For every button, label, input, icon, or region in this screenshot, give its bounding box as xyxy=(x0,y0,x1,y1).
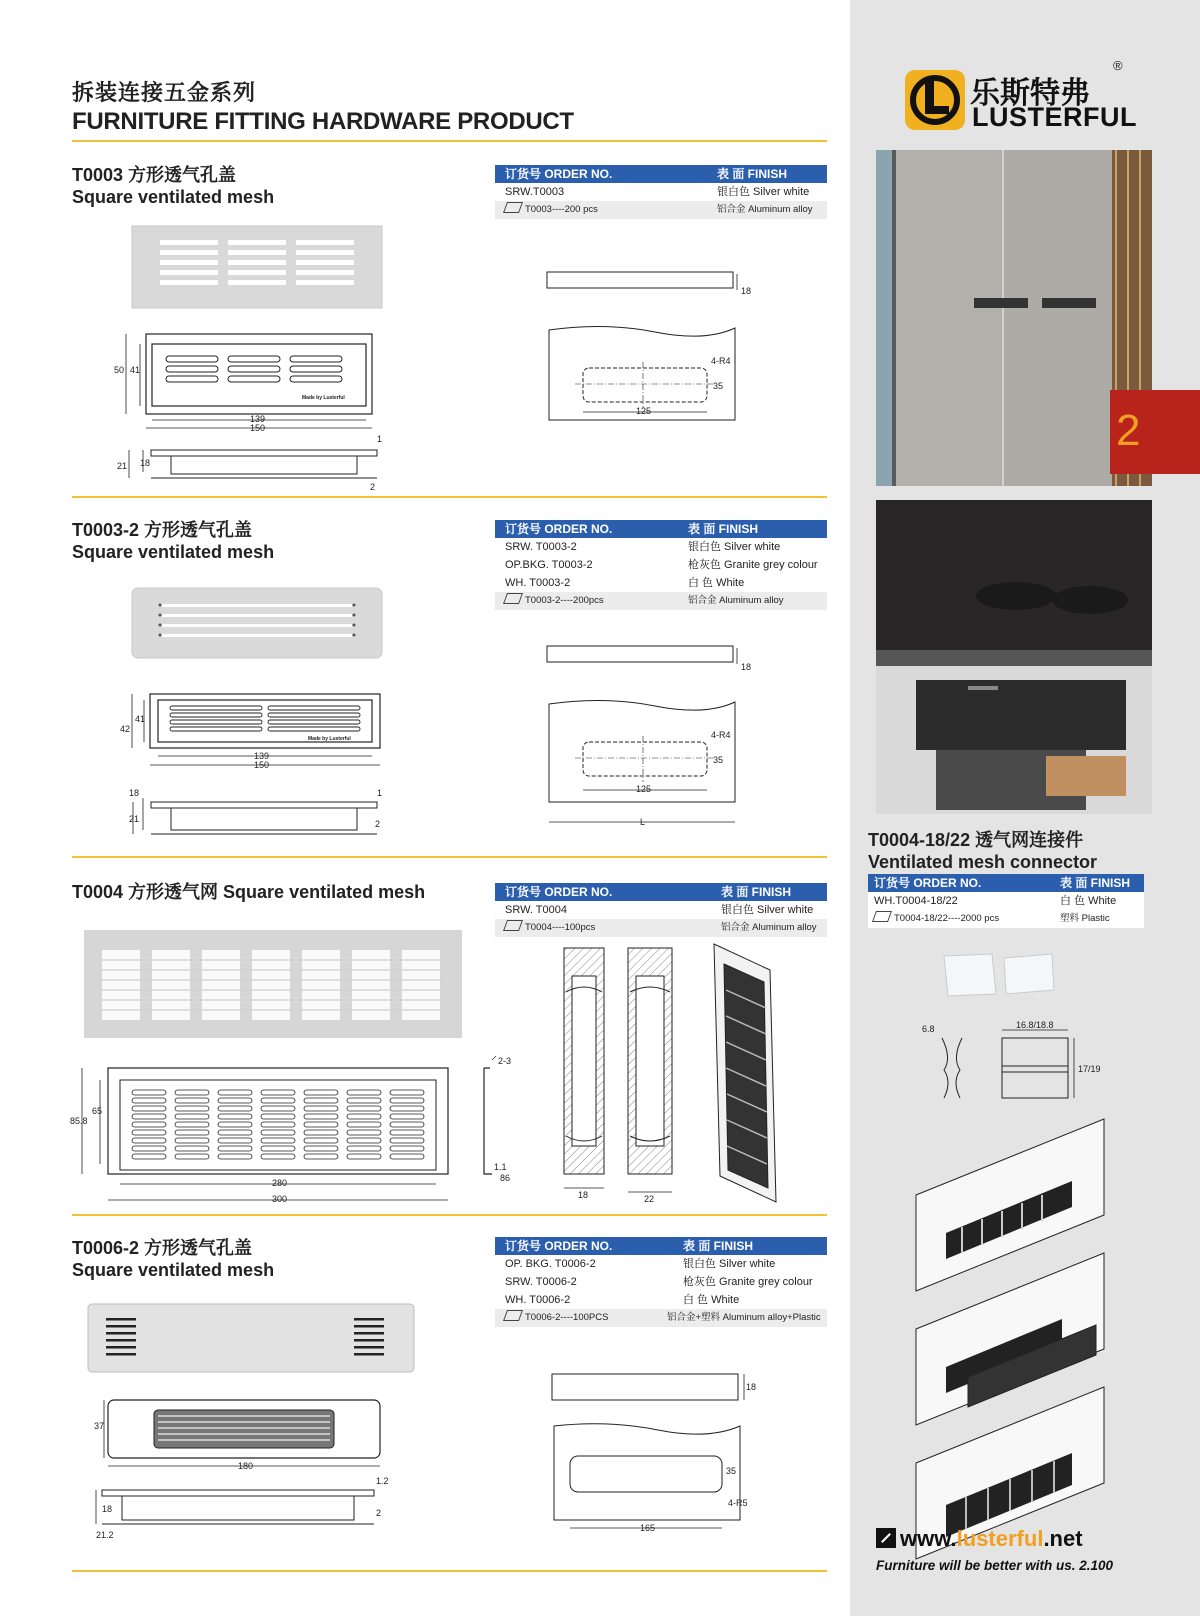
page-number: 2 xyxy=(1116,406,1141,455)
svg-text:85.8: 85.8 xyxy=(70,1116,88,1126)
vent-slot xyxy=(347,1122,381,1127)
vent-slot xyxy=(261,1154,295,1159)
svg-text:18: 18 xyxy=(746,1382,757,1392)
svg-text:86: 86 xyxy=(500,1173,511,1183)
svg-text:150: 150 xyxy=(250,423,266,433)
svg-text:35: 35 xyxy=(713,381,724,391)
section-t0006-2-title xyxy=(72,1237,274,1281)
section-rule xyxy=(72,856,827,858)
drawing-t0003-section xyxy=(545,268,765,428)
order-table-t0003-2 xyxy=(495,520,827,610)
package-icon xyxy=(503,920,523,931)
svg-text:1: 1 xyxy=(377,788,383,798)
connector-photo xyxy=(940,950,1060,1000)
svg-text:125: 125 xyxy=(636,784,652,794)
product-photo-t0004 xyxy=(84,930,464,1038)
svg-text:18: 18 xyxy=(578,1190,589,1200)
vent-slot xyxy=(175,1122,209,1127)
lusterful-logo-icon xyxy=(905,70,969,134)
vent-slot xyxy=(261,1130,295,1135)
slogan: Furniture will be better with us. 2.100 xyxy=(876,1558,1114,1573)
svg-text:21: 21 xyxy=(129,814,140,824)
arrow-link-icon xyxy=(876,1528,896,1548)
package-icon xyxy=(503,202,523,213)
vent-slot xyxy=(390,1138,424,1143)
vent-slot xyxy=(218,1106,252,1111)
svg-text:22: 22 xyxy=(644,1194,655,1204)
page-number-badge xyxy=(1110,390,1200,474)
connector-title xyxy=(868,829,1097,873)
svg-text:180: 180 xyxy=(238,1461,254,1471)
vent-slot xyxy=(175,1114,209,1119)
table-row-pack: T0003----200 pcs 铝合金 Aluminum alloy xyxy=(495,201,827,219)
header-rule xyxy=(72,140,827,142)
svg-text:16.8/18.8: 16.8/18.8 xyxy=(1016,1020,1054,1030)
vent-slot xyxy=(132,1106,166,1111)
section-title-en: Square ventilated mesh xyxy=(72,187,275,207)
vent-slot xyxy=(132,1090,166,1095)
order-table-t0003 xyxy=(495,165,827,219)
vent-slot xyxy=(218,1146,252,1151)
table-header: 订货号 ORDER NO. 表 面 FINISH xyxy=(868,874,1144,892)
svg-text:1.2: 1.2 xyxy=(376,1476,389,1486)
vent-slot xyxy=(347,1114,381,1119)
vent-slot xyxy=(347,1098,381,1103)
svg-text:50: 50 xyxy=(114,365,125,375)
table-header: 订货号 ORDER NO. 表 面 FINISH xyxy=(495,520,827,538)
vent-slot xyxy=(347,1146,381,1151)
drawing-t0003-front xyxy=(110,330,390,440)
vent-slot xyxy=(304,1138,338,1143)
section-t0003-2-title xyxy=(72,519,274,563)
vent-slot xyxy=(261,1146,295,1151)
svg-text:42: 42 xyxy=(120,724,131,734)
svg-text:18: 18 xyxy=(741,286,752,296)
vent-slot xyxy=(347,1130,381,1135)
vent-slot xyxy=(347,1154,381,1159)
table-row-pack: T0004----100pcs 铝合金 Aluminum alloy xyxy=(495,919,827,937)
vent-slot xyxy=(304,1098,338,1103)
vent-slot xyxy=(218,1122,252,1127)
svg-text:37: 37 xyxy=(94,1421,105,1431)
vent-slot xyxy=(218,1130,252,1135)
drawing-t0003-2-side xyxy=(115,788,385,848)
svg-text:165: 165 xyxy=(640,1523,656,1533)
drawing-t0004-3d xyxy=(710,940,790,1210)
svg-text:41: 41 xyxy=(130,365,141,375)
svg-text:300: 300 xyxy=(272,1194,288,1204)
svg-text:18: 18 xyxy=(140,458,151,468)
section-title-cn: T0003-2 方形透气孔盖 xyxy=(72,520,253,540)
vent-slot xyxy=(132,1098,166,1103)
table-row: WH. T0006-2 白 色 White xyxy=(505,1294,740,1306)
vent-slot xyxy=(390,1106,424,1111)
table-row: OP.BKG. T0003-2 枪灰色 Granite grey colour xyxy=(505,559,818,571)
drawing-t0006-2-section xyxy=(548,1370,778,1540)
svg-text:6.8: 6.8 xyxy=(922,1024,935,1034)
svg-text:Made by Lusterful: Made by Lusterful xyxy=(308,736,351,742)
vent-slot xyxy=(218,1114,252,1119)
table-row: SRW.T0003 银白色 Silver white xyxy=(505,186,810,198)
vent-slot xyxy=(218,1090,252,1095)
svg-text:18: 18 xyxy=(102,1504,113,1514)
table-row: WH. T0003-2 白 色 White xyxy=(505,577,745,589)
table-header: 订货号 ORDER NO. 表 面 FINISH xyxy=(495,1237,827,1255)
svg-text:21: 21 xyxy=(117,461,128,471)
vent-slot xyxy=(390,1146,424,1151)
vent-slot xyxy=(304,1122,338,1127)
svg-text:L: L xyxy=(640,817,646,827)
table-row: SRW. T0003-2 银白色 Silver white xyxy=(505,541,781,553)
vent-slot xyxy=(261,1098,295,1103)
vent-slot xyxy=(390,1090,424,1095)
vent-slot xyxy=(304,1154,338,1159)
vent-slot xyxy=(304,1106,338,1111)
vent-slot xyxy=(132,1122,166,1127)
svg-text:125: 125 xyxy=(636,406,652,416)
table-row: WH.T0004-18/22 白 色 White xyxy=(868,892,1144,910)
svg-text:35: 35 xyxy=(713,755,724,765)
svg-text:1.1: 1.1 xyxy=(494,1162,507,1172)
svg-text:2: 2 xyxy=(376,1508,382,1518)
svg-text:18: 18 xyxy=(129,788,140,798)
drawing-t0006-2-front xyxy=(80,1396,400,1480)
order-table-connector xyxy=(868,874,1144,928)
vent-slot xyxy=(261,1114,295,1119)
vent-slot xyxy=(347,1106,381,1111)
order-table-t0004 xyxy=(495,883,827,937)
vent-slot xyxy=(132,1154,166,1159)
package-icon xyxy=(503,593,523,604)
registered-mark: ® xyxy=(1113,58,1123,73)
table-row-pack: T0003-2----200pcs 铝合金 Aluminum alloy xyxy=(495,592,827,610)
vent-slot xyxy=(304,1130,338,1135)
vent-slot xyxy=(347,1138,381,1143)
section-rule xyxy=(72,1214,827,1216)
vent-slot xyxy=(132,1138,166,1143)
package-icon xyxy=(872,911,892,922)
connector-title-cn: T0004-18/22 透气网连接件 xyxy=(868,830,1084,850)
order-table-t0006-2 xyxy=(495,1237,827,1327)
kitchen-drawer-photo xyxy=(876,500,1154,814)
svg-text:2: 2 xyxy=(370,482,376,492)
section-t0003-title xyxy=(72,164,274,208)
svg-text:21.2: 21.2 xyxy=(96,1530,114,1540)
vent-slot xyxy=(175,1146,209,1151)
vent-slot xyxy=(304,1146,338,1151)
drawing-t0003-2-front xyxy=(110,692,390,792)
vent-slot xyxy=(218,1154,252,1159)
header-title-cn: 拆装连接五金系列 xyxy=(72,80,257,105)
drawing-t0003-2-section xyxy=(545,642,765,832)
vent-slot xyxy=(261,1138,295,1143)
section-title-cn: T0003 方形透气孔盖 xyxy=(72,165,237,185)
svg-text:2-3: 2-3 xyxy=(498,1056,512,1066)
website-link[interactable]: www.lusterful.net xyxy=(900,1526,1083,1551)
svg-text:18: 18 xyxy=(741,662,752,672)
vent-slot xyxy=(390,1122,424,1127)
connector-title-en: Ventilated mesh connector xyxy=(868,852,1098,872)
vent-slot xyxy=(390,1098,424,1103)
connector-drawing xyxy=(918,1018,1138,1118)
vent-slot xyxy=(347,1090,381,1095)
brand-name-cn: 乐斯特弗 xyxy=(970,77,1090,110)
drawing-t0004-wall-sections xyxy=(560,946,690,1206)
svg-text:1: 1 xyxy=(377,434,383,444)
svg-text:139: 139 xyxy=(250,414,266,424)
section-title-en: Square ventilated mesh xyxy=(72,542,275,562)
table-row: SRW. T0006-2 枪灰色 Granite grey colour xyxy=(505,1276,813,1288)
vent-slot xyxy=(390,1130,424,1135)
svg-text:65: 65 xyxy=(92,1106,103,1116)
svg-text:35: 35 xyxy=(726,1466,737,1476)
drawing-t0004-front xyxy=(70,1060,470,1210)
table-row-pack: T0004-18/22----2000 pcs 塑料 Plastic xyxy=(868,910,1144,928)
vent-slot xyxy=(390,1154,424,1159)
vent-slot xyxy=(132,1146,166,1151)
drawing-t0006-2-side xyxy=(86,1476,406,1540)
vent-slot xyxy=(304,1090,338,1095)
product-photo-t0006-2 xyxy=(88,1304,416,1372)
vent-slot xyxy=(261,1122,295,1127)
svg-text:280: 280 xyxy=(272,1178,288,1188)
vent-slot xyxy=(390,1114,424,1119)
table-header: 订货号 ORDER NO. 表 面 FINISH xyxy=(495,165,827,183)
product-photo-t0003 xyxy=(132,226,384,308)
vent-slot xyxy=(175,1098,209,1103)
table-row: SRW. T0004 银白色 Silver white xyxy=(505,904,814,916)
section-title-en: Square ventilated mesh xyxy=(72,1260,275,1280)
vent-slot xyxy=(132,1130,166,1135)
svg-text:139: 139 xyxy=(254,751,270,761)
svg-text:17/19: 17/19 xyxy=(1078,1064,1101,1074)
svg-text:Made by Lusterful: Made by Lusterful xyxy=(302,395,345,401)
vent-slot xyxy=(218,1098,252,1103)
section-title-cn: T0006-2 方形透气孔盖 xyxy=(72,1238,253,1258)
header-title-en: FURNITURE FITTING HARDWARE PRODUCT xyxy=(72,108,574,135)
drawing-t0004-profile xyxy=(470,1054,530,1194)
svg-text:2: 2 xyxy=(375,819,381,829)
vent-slot xyxy=(175,1154,209,1159)
vent-slot xyxy=(175,1130,209,1135)
svg-text:150: 150 xyxy=(254,760,270,770)
table-header: 订货号 ORDER NO. 表 面 FINISH xyxy=(495,883,827,901)
vent-slot xyxy=(175,1106,209,1111)
svg-text:4-R4: 4-R4 xyxy=(711,730,731,740)
section-rule xyxy=(72,1570,827,1572)
section-rule xyxy=(72,496,827,498)
installation-diagrams xyxy=(912,1115,1122,1525)
vent-slot xyxy=(304,1114,338,1119)
vent-slot xyxy=(175,1138,209,1143)
svg-text:4-R5: 4-R5 xyxy=(728,1498,748,1508)
svg-text:4-R4: 4-R4 xyxy=(711,356,731,366)
vent-slot xyxy=(261,1106,295,1111)
section-t0004-title: T0004 方形透气网 Square ventilated mesh xyxy=(72,882,426,902)
vent-slot xyxy=(261,1090,295,1095)
vent-slot xyxy=(132,1114,166,1119)
svg-text:41: 41 xyxy=(135,714,146,724)
vent-slot xyxy=(175,1090,209,1095)
package-icon xyxy=(503,1310,523,1321)
drawing-t0003-side xyxy=(115,436,385,496)
table-row: OP. BKG. T0006-2 银白色 Silver white xyxy=(505,1258,776,1270)
vent-slot xyxy=(218,1138,252,1143)
product-photo-t0003-2 xyxy=(132,588,384,658)
brand-name-en: LUSTERFUL xyxy=(972,102,1137,132)
table-row-pack: T0006-2----100PCS 铝合金+塑料 Aluminum alloy+Plastic xyxy=(495,1309,827,1327)
